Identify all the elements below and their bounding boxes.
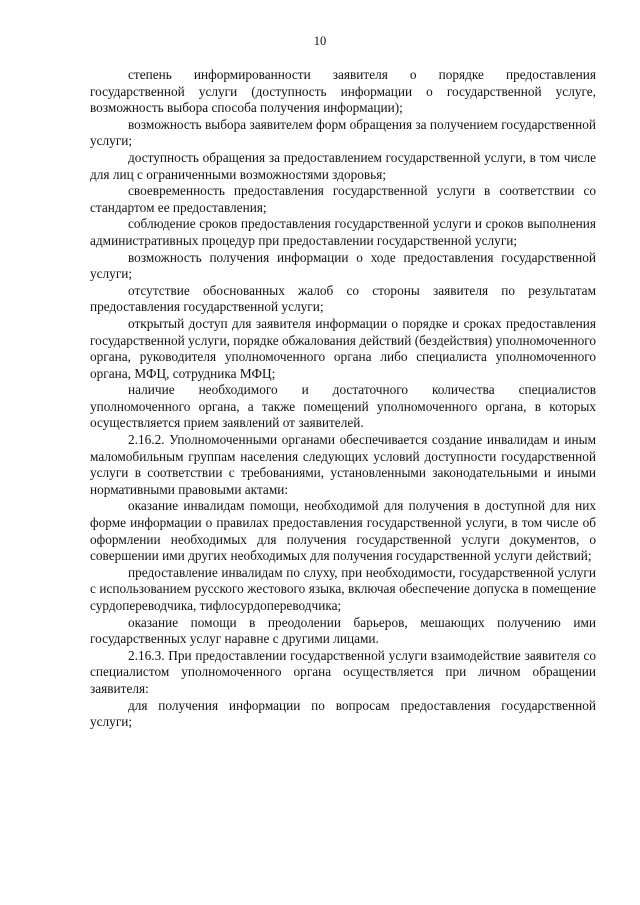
paragraph-form-choice: возможность выбора заявителем форм обращения за получением государственной услуги; bbox=[90, 116, 596, 149]
paragraph-no-complaints: отсутствие обоснованных жалоб со стороны заявителя по результатам предоставления государственной услуги; bbox=[90, 282, 596, 315]
paragraph-accessibility: доступность обращения за предоставлением государственной услуги, в том числе для лиц с ограниченными возможностями здоровья; bbox=[90, 149, 596, 182]
paragraph-timeliness: своевременность предоставления государственной услуги в соответствии со стандартом ее предоставления; bbox=[90, 183, 596, 215]
paragraph-progress-info: возможность получения информации о ходе предоставления государственной услуги; bbox=[90, 249, 596, 282]
document-body bbox=[90, 67, 596, 731]
paragraph-deadlines: соблюдение сроков предоставления государственной услуги и сроков выполнения административных процедур при предоставлении государственной услуги; bbox=[90, 216, 596, 248]
page-number: 10 bbox=[313, 34, 327, 48]
paragraph-awareness: степень информированности заявителя о порядке предоставления государственной услуги (доступность информации о государственной услуге, возможность выбора способа получения информации); bbox=[90, 67, 596, 116]
paragraph-section-2-16-3: 2.16.3. При предоставлении государственной услуги взаимодействие заявителя со специалистом уполномоченного органа осуществляется при личном обращении заявителя: bbox=[90, 647, 596, 696]
paragraph-disabled-assistance: оказание инвалидам помощи, необходимой для получения в доступной для них форме информации о правилах предоставления государственной услуги, в том числе об оформлении необходимых для получения государственной услуги документов, о совершении ими других необходимых для получения государственной услуги действий; bbox=[90, 498, 596, 564]
paragraph-staff-premises: наличие необходимого и достаточного количества специалистов уполномоченного органа, а также помещений уполномоченного органа, в которых осуществляется прием заявлений от заявителей. bbox=[90, 382, 596, 431]
paragraph-sign-language: предоставление инвалидам по слуху, при необходимости, государственной услуги с использованием русского жестового языка, включая обеспечение допуска в помещение сурдопереводчика, тифлосурдопереводчика; bbox=[90, 564, 596, 613]
paragraph-section-2-16-2: 2.16.2. Уполномоченными органами обеспечивается создание инвалидам и иным маломобильным группам населения следующих условий доступности государственной услуги в соответствии с требованиями, установленными законодательными и иными нормативными правовыми актами: bbox=[90, 432, 596, 497]
paragraph-info-request: для получения информации по вопросам предоставления государственной услуги; bbox=[90, 697, 596, 730]
paragraph-open-access: открытый доступ для заявителя информации о порядке и сроках предоставления государственной услуги, порядке обжалования действий (бездействия) уполномоченного органа, руководителя уполномоченного органа либо специалиста уполномоченного органа, МФЦ, сотрудника МФЦ; bbox=[90, 315, 596, 381]
paragraph-barriers: оказание помощи в преодолении барьеров, мешающих получению ими государственных услуг наравне с другими лицами. bbox=[90, 614, 596, 647]
